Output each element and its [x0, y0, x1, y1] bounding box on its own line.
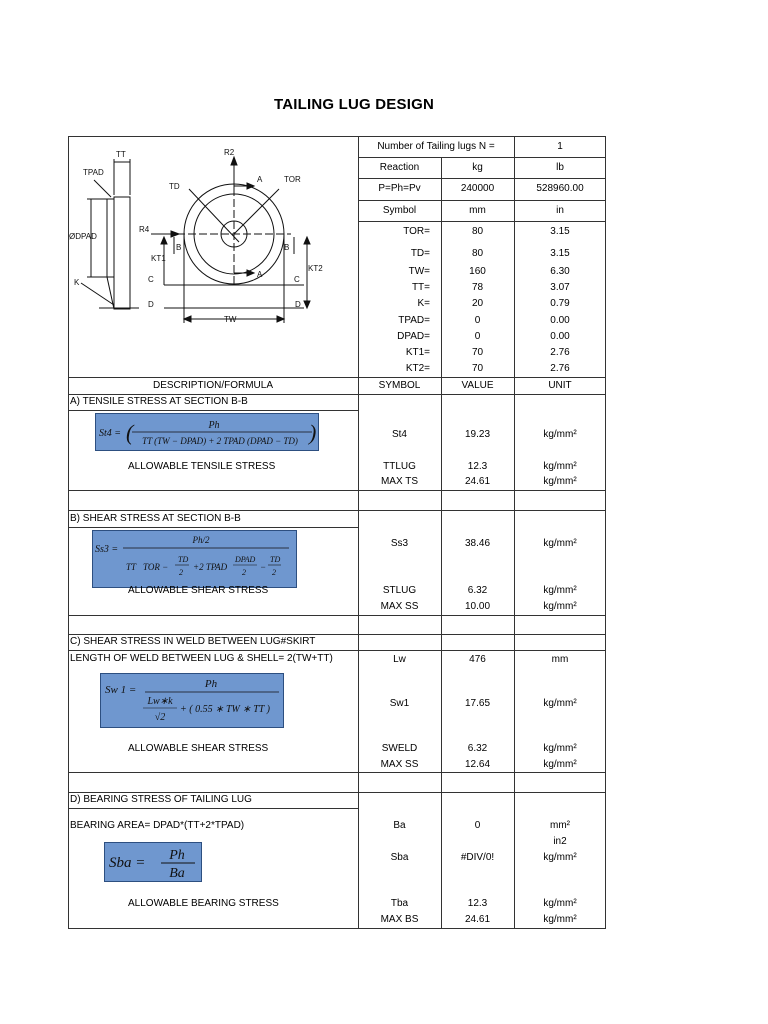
section-a-allow-value: 12.3	[467, 461, 488, 472]
svg-text:TD: TD	[270, 555, 281, 564]
section-c-heading: C) SHEAR STRESS IN WELD BETWEEN LUG#SKIRT	[70, 636, 316, 647]
dim-label: TT=	[411, 282, 430, 293]
diagram-label: B	[176, 243, 182, 252]
diagram-label: B	[284, 243, 290, 252]
load-si: 240000	[460, 183, 495, 194]
section-d-area-unit2: in2	[553, 836, 567, 847]
dim-label: K=	[417, 298, 430, 309]
section-c-symbol: Sw1	[389, 698, 410, 709]
section-d-allow-unit: kg/mm²	[543, 898, 577, 909]
svg-text:DPAD: DPAD	[235, 555, 256, 564]
section-c-length-value: 476	[469, 654, 486, 665]
section-d-allow-label: ALLOWABLE BEARING STRESS	[128, 898, 279, 909]
section-b-max-unit: kg/mm²	[543, 601, 577, 612]
section-b-symbol: Ss3	[390, 538, 409, 549]
section-c-max-value: 12.64	[464, 759, 491, 770]
diagram-label: TOR	[284, 175, 301, 184]
diagram-label: TT	[116, 150, 126, 159]
svg-text:Sw 1 =: Sw 1 =	[105, 684, 137, 696]
svg-text:TOR −: TOR −	[143, 562, 169, 572]
dim-in: 3.07	[550, 282, 570, 293]
section-a-formula	[95, 413, 319, 451]
dim-mm: 80	[471, 248, 484, 259]
section-d-allow-symbol: Tba	[390, 898, 409, 909]
section-c-length-label: LENGTH OF WELD BETWEEN LUG & SHELL= 2(TW+TT)	[70, 653, 333, 664]
section-c-max-symbol: MAX SS	[380, 759, 419, 770]
section-b-value: 38.46	[464, 538, 491, 549]
svg-text:Ph: Ph	[169, 848, 185, 863]
num-lugs-label: Number of Tailing lugs N =	[377, 141, 495, 152]
svg-text:TT (TW − DPAD) + 2 TPAD (DPAD: TT (TW − DPAD) + 2 TPAD (DPAD − TD)	[142, 436, 298, 446]
section-d-area-value: 0	[474, 820, 481, 831]
dim-mm: 0	[474, 331, 481, 342]
section-a-allow-unit: kg/mm²	[543, 461, 577, 472]
col-unit: UNIT	[548, 380, 572, 391]
svg-text:+2 TPAD: +2 TPAD	[193, 562, 228, 572]
diagram-label: C	[148, 275, 154, 284]
svg-text:Ph: Ph	[204, 678, 218, 690]
dim-in: 0.79	[550, 298, 570, 309]
section-a-max-symbol: MAX TS	[380, 476, 419, 487]
lug-diagram	[69, 137, 358, 377]
dim-label: DPAD=	[397, 331, 430, 342]
section-b-unit: kg/mm²	[543, 538, 577, 549]
dim-in: 0.00	[550, 315, 570, 326]
dim-label: TOR=	[403, 226, 430, 237]
page-title: TAILING LUG DESIGN	[274, 96, 434, 113]
section-a-max-value: 24.61	[464, 476, 491, 487]
dim-in: 6.30	[550, 266, 570, 277]
section-c-allow-value: 6.32	[467, 743, 488, 754]
section-b-allow-value: 6.32	[467, 585, 488, 596]
section-a-unit: kg/mm²	[543, 429, 577, 440]
symbol-unit-si: mm	[469, 205, 486, 216]
section-d-allow-value: 12.3	[467, 898, 488, 909]
section-a-symbol: St4	[391, 429, 407, 440]
dim-in: 2.76	[550, 347, 570, 358]
section-a-max-unit: kg/mm²	[543, 476, 577, 487]
section-d-unit: kg/mm²	[543, 852, 577, 863]
symbol-unit-us: in	[556, 205, 564, 216]
reaction-unit-us: lb	[556, 162, 564, 173]
load-us: 528960.00	[536, 183, 584, 194]
svg-text:(: (	[126, 420, 134, 445]
section-d-max-unit: kg/mm²	[543, 914, 577, 925]
svg-text:2: 2	[242, 568, 246, 577]
dim-in: 3.15	[550, 226, 570, 237]
dim-mm: 160	[469, 266, 486, 277]
dim-label: TW=	[408, 266, 430, 277]
section-d-area-label: BEARING AREA= DPAD*(TT+2*TPAD)	[70, 820, 245, 831]
dim-in: 3.15	[550, 248, 570, 259]
dim-in: 0.00	[550, 331, 570, 342]
section-c-value: 17.65	[464, 698, 491, 709]
section-c-length-symbol: Lw	[393, 654, 406, 665]
svg-text:): )	[309, 420, 317, 445]
diagram-label: D	[148, 300, 154, 309]
num-lugs-value: 1	[557, 141, 563, 152]
svg-text:√2: √2	[154, 712, 166, 723]
svg-text:Ph/2: Ph/2	[192, 535, 210, 545]
dim-mm: 70	[471, 363, 484, 374]
section-b-allow-symbol: STLUG	[382, 585, 417, 596]
section-d-value: #DIV/0!	[460, 852, 495, 863]
section-b-formula	[92, 530, 297, 588]
diagram-label: KT2	[308, 264, 323, 273]
section-d-max-value: 24.61	[464, 914, 491, 925]
svg-text:Ss3 =: Ss3 =	[95, 544, 119, 555]
diagram-label: A	[257, 270, 263, 279]
section-a-allow-symbol: TTLUG	[383, 461, 416, 472]
dim-mm: 20	[471, 298, 484, 309]
svg-text:2: 2	[179, 568, 183, 577]
dim-label: TPAD=	[398, 315, 430, 326]
section-a-heading: A) TENSILE STRESS AT SECTION B-B	[70, 396, 248, 407]
section-c-allow-label: ALLOWABLE SHEAR STRESS	[128, 743, 269, 754]
dim-mm: 0	[474, 315, 481, 326]
diagram-label: TD	[169, 182, 180, 191]
reaction-unit-si: kg	[472, 162, 483, 173]
section-b-allow-unit: kg/mm²	[543, 585, 577, 596]
diagram-label: A	[257, 175, 263, 184]
col-value: VALUE	[461, 380, 494, 391]
section-d-max-symbol: MAX BS	[380, 914, 419, 925]
diagram-label: R2	[224, 148, 235, 157]
dim-mm: 78	[471, 282, 484, 293]
diagram-label: KT1	[151, 254, 166, 263]
section-c-max-unit: kg/mm²	[543, 759, 577, 770]
diagram-label: C	[294, 275, 300, 284]
section-c-allow-symbol: SWELD	[381, 743, 418, 754]
diagram-label: K	[74, 278, 80, 287]
diagram-label: ØDPAD	[69, 232, 97, 241]
dim-in: 2.76	[550, 363, 570, 374]
svg-text:Sba =: Sba =	[109, 855, 146, 871]
section-d-heading: D) BEARING STRESS OF TAILING LUG	[70, 794, 252, 805]
load-label: P=Ph=Pv	[378, 183, 421, 194]
dim-mm: 70	[471, 347, 484, 358]
diagram-label: R4	[139, 225, 150, 234]
section-c-allow-unit: kg/mm²	[543, 743, 577, 754]
svg-text:TT: TT	[126, 562, 137, 572]
reaction-label: Reaction	[379, 162, 420, 173]
dim-label: KT2=	[405, 363, 430, 374]
svg-text:Ph: Ph	[208, 420, 220, 431]
svg-text:St4 =: St4 =	[99, 428, 122, 439]
svg-text:Lw∗k: Lw∗k	[147, 696, 173, 707]
section-b-allow-label: ALLOWABLE SHEAR STRESS	[128, 585, 269, 596]
section-c-unit: kg/mm²	[543, 698, 577, 709]
svg-text:+ ( 0.55 ∗ TW ∗ TT ): + ( 0.55 ∗ TW ∗ TT )	[180, 704, 270, 715]
diagram-label: TW	[224, 315, 237, 324]
section-d-area-unit: mm²	[550, 820, 570, 831]
svg-text:TD: TD	[178, 555, 189, 564]
col-description: DESCRIPTION/FORMULA	[152, 380, 273, 391]
svg-text:2: 2	[272, 568, 276, 577]
diagram-label: TPAD	[83, 168, 104, 177]
diagram-label: D	[295, 300, 301, 309]
section-b-heading: B) SHEAR STRESS AT SECTION B-B	[70, 513, 241, 524]
section-d-symbol: Sba	[390, 852, 409, 863]
section-b-max-symbol: MAX SS	[380, 601, 419, 612]
section-c-length-unit: mm	[551, 654, 569, 665]
section-d-area-symbol: Ba	[393, 820, 406, 831]
dim-mm: 80	[471, 226, 484, 237]
section-a-allow-label: ALLOWABLE TENSILE STRESS	[128, 461, 276, 472]
section-a-value: 19.23	[464, 429, 491, 440]
col-symbol: SYMBOL	[378, 380, 421, 391]
section-d-formula	[104, 842, 202, 882]
symbol-label: Symbol	[382, 205, 417, 216]
section-c-formula	[100, 673, 284, 728]
svg-text:−: −	[260, 562, 267, 572]
section-b-max-value: 10.00	[464, 601, 491, 612]
svg-text:Ba: Ba	[169, 866, 185, 881]
dim-label: TD=	[410, 248, 430, 259]
dim-label: KT1=	[405, 347, 430, 358]
